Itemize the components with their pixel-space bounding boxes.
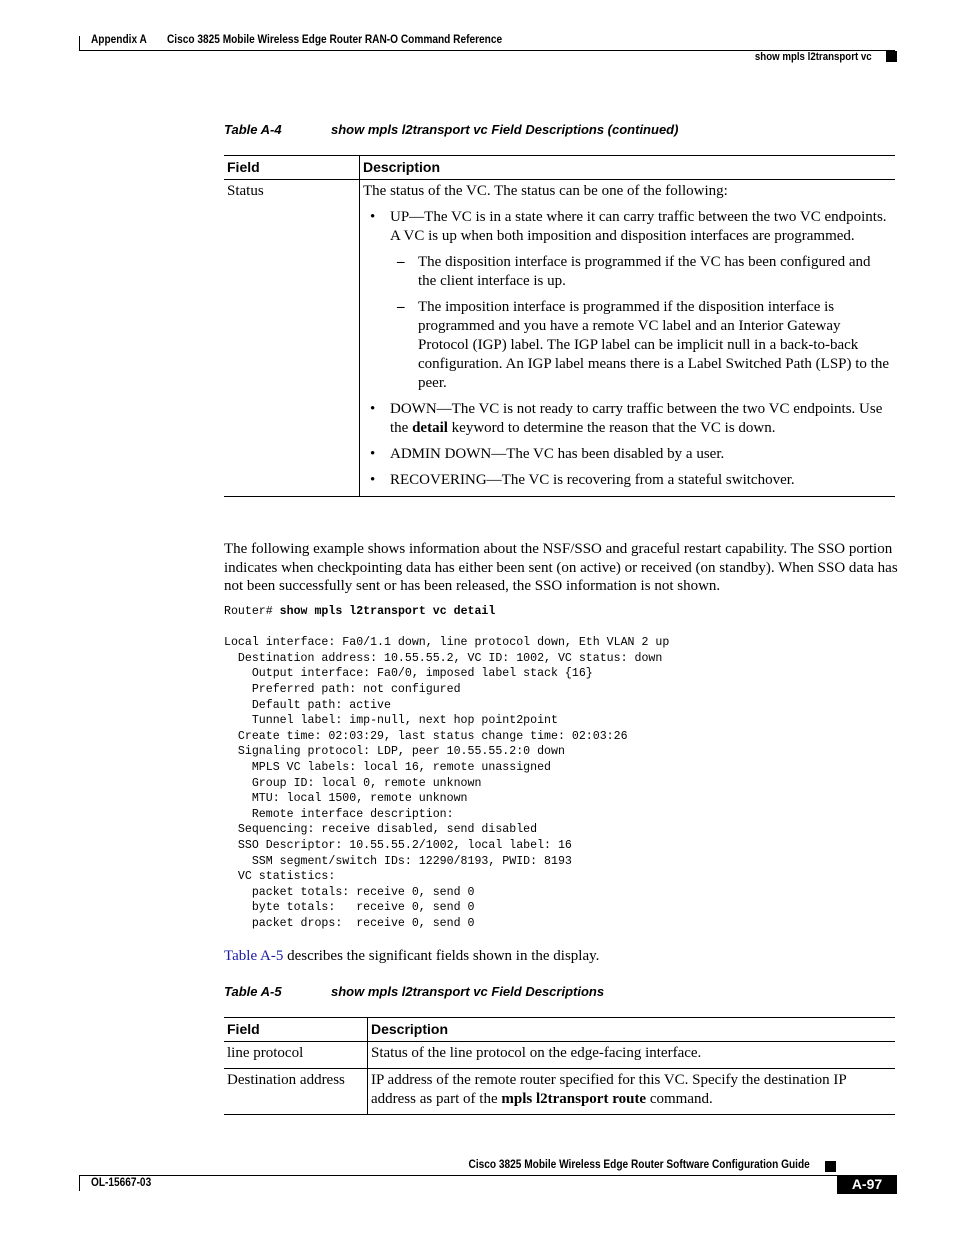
- footer-page-number: A-97: [837, 1175, 897, 1194]
- code-command: show mpls l2transport vc detail: [279, 605, 496, 618]
- table4-caption-title: show mpls l2transport vc Field Descriptions (continued): [331, 122, 679, 137]
- header-rule-vertical: [79, 36, 80, 50]
- table5-col-field: Field: [224, 1018, 368, 1042]
- status-down-keyword: detail: [412, 420, 448, 436]
- table5-row2-description: [368, 1069, 896, 1115]
- table4-col-field: Field: [224, 156, 360, 180]
- status-intro: The status of the VC. The status can be one of the following:: [363, 183, 728, 199]
- header-marker: [886, 51, 897, 62]
- reference-text: describes the significant fields shown in the display.: [283, 948, 600, 964]
- header-appendix: Appendix A: [91, 34, 147, 46]
- table4-col-description: Description: [360, 156, 896, 180]
- footer-rule: [79, 1175, 895, 1176]
- header-section: show mpls l2transport vc: [755, 51, 872, 63]
- status-down-pre: DOWN—The VC is not ready to carry traffic between the two VC endpoints. Use the: [390, 401, 883, 436]
- table4-header-row: [224, 156, 895, 180]
- list-item: – The imposition interface is programmed if the disposition interface is programmed and you have a remote VC label and an Interior Gateway Protocol (IGP) label. The IGP label can be implicit null in a back-to-back configuration. An IGP label means there is a Label Switched Path (LSP) to the peer.: [418, 298, 892, 393]
- list-item: • ADMIN DOWN—The VC has been disabled by a user.: [390, 445, 892, 464]
- footer-doc-number: OL-15667-03: [91, 1177, 152, 1189]
- list-item: [390, 400, 892, 438]
- table5-row1-field: line protocol: [224, 1042, 368, 1069]
- table5: [224, 1017, 895, 1115]
- table4: [224, 155, 895, 497]
- header-title: Cisco 3825 Mobile Wireless Edge Router RAN-O Command Reference: [167, 34, 503, 46]
- table-row: [224, 1069, 895, 1115]
- table-row: [224, 1042, 895, 1069]
- table5-header-row: [224, 1018, 895, 1042]
- status-down-post: keyword to determine the reason that the VC is down.: [447, 420, 776, 436]
- list-item: – The disposition interface is programmed if the VC has been configured and the client interface is up.: [418, 253, 892, 291]
- table5-row2-field: Destination address: [224, 1069, 368, 1115]
- table5-link[interactable]: Table A-5: [224, 948, 284, 964]
- code-prompt: Router#: [224, 605, 280, 618]
- table4-caption-label: Table A-4: [224, 122, 282, 137]
- table5-row2-desc-post: command.: [646, 1091, 713, 1107]
- footer-rule-vertical: [79, 1175, 80, 1191]
- intro-paragraph: The following example shows information about the NSF/SSO and graceful restart capability. The SSO portion indicates when checkpointing data has either been sent (on active) or received (on standby). When SSO data has not been successfully sent or has been released, the SSO information is not shown.: [224, 541, 898, 595]
- table5-row2-desc-keyword: mpls l2transport route: [501, 1091, 647, 1107]
- status-up: UP—The VC is in a state where it can carry traffic between the two VC endpoints. A VC is up when both imposition and disposition interfaces are programmed.: [390, 209, 887, 244]
- footer-guide-title: Cisco 3825 Mobile Wireless Edge Router Software Configuration Guide: [468, 1159, 810, 1171]
- list-item: [390, 208, 892, 393]
- table5-row1-description: Status of the line protocol on the edge-facing interface.: [368, 1042, 896, 1069]
- table5-caption-title: show mpls l2transport vc Field Descriptions: [331, 984, 605, 999]
- status-list: [363, 208, 892, 490]
- table5-col-description: Description: [368, 1018, 896, 1042]
- table5-caption-label: Table A-5: [224, 984, 282, 999]
- table-row: [224, 180, 895, 497]
- code-example: [224, 604, 669, 931]
- status-up-sublist: [390, 253, 892, 393]
- reference-paragraph: [224, 947, 599, 965]
- table5-row2-desc-pre: IP address of the remote router specified for this VC. Specify the destination IP address as part of the: [371, 1072, 847, 1107]
- table4-field-status: Status: [224, 180, 360, 497]
- footer-marker: [825, 1161, 836, 1172]
- code-output: Local interface: Fa0/1.1 down, line protocol down, Eth VLAN 2 up Destination address: 10.55.55.2, VC ID: 1002, VC status: down Output interface: Fa0/0, imposed label stack {16} Preferred path: not configured Default path: active Tunnel label: imp-null, next hop point2point Create time: 02:03:29, last status change time: 02:03:26 Signaling protocol: LDP, peer 10.55.55.2:0 down MPLS VC labels: local 16, remote unassigned Group ID: local 0, remote unknown MTU: local 1500, remote unknown Remote interface description: Sequencing: receive disabled, send disabled SSO Descriptor: 10.55.55.2/1002, local label: 16 SSM segment/switch IDs: 12290/8193, PWID: 8193 VC statistics: packet totals: receive 0, send 0 byte totals: receive 0, send 0 packet drops: receive 0, send 0: [224, 636, 670, 930]
- list-item: • RECOVERING—The VC is recovering from a stateful switchover.: [390, 471, 892, 490]
- table4-status-description: [360, 180, 896, 497]
